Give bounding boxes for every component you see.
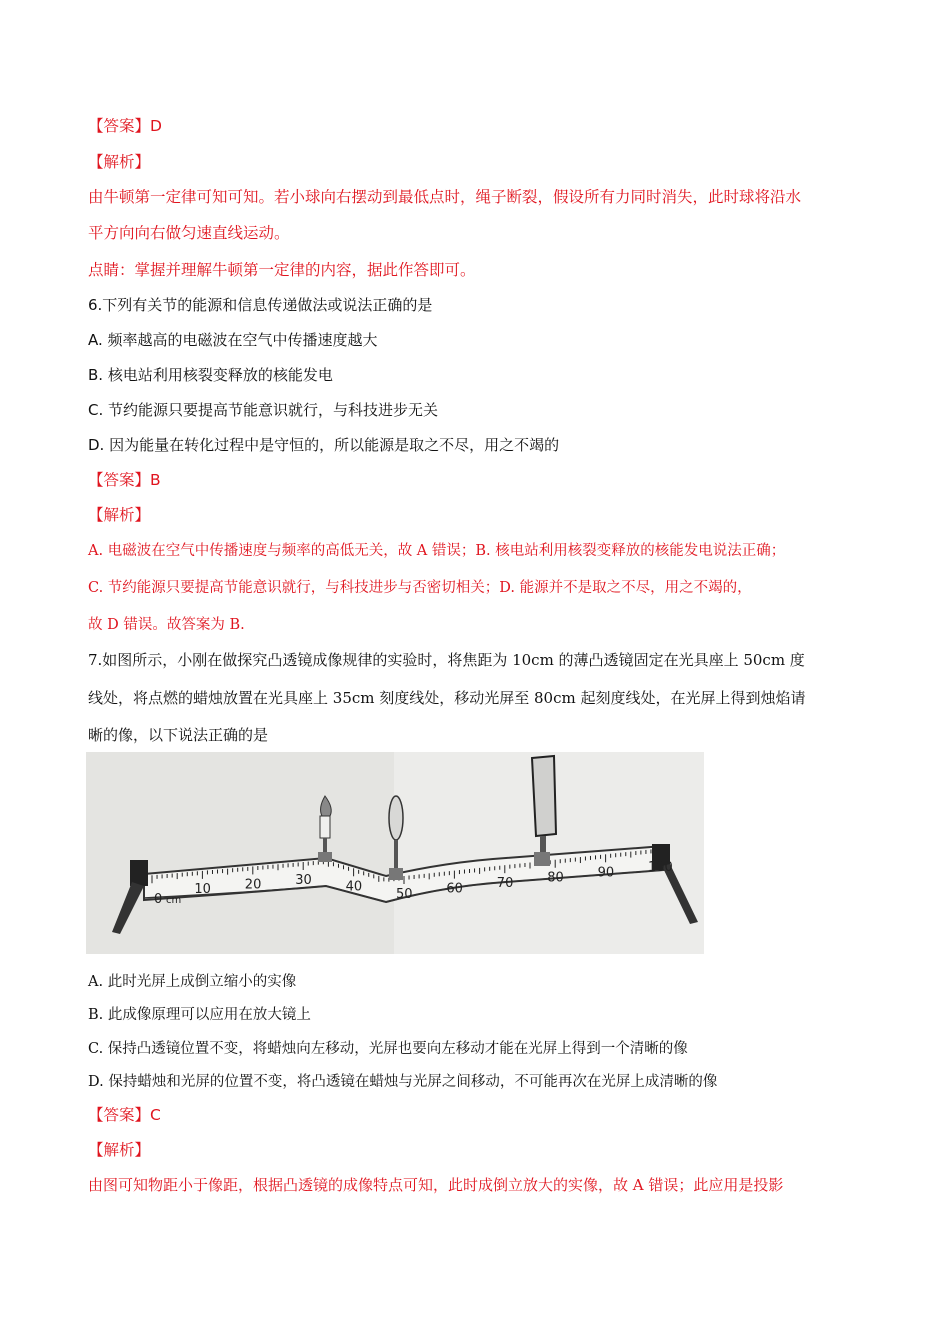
q7-option-d: D. 保持蜡烛和光屏的位置不变，将凸透镜在蜡烛与光屏之间移动，不可能再次在光屏上成清晰的像 [88,1074,718,1090]
answer-value: D [150,117,162,135]
q5-analysis-line: 平方向向右做匀速直线运动。 [88,224,290,242]
q7-option-a: A. 此时光屏上成倒立缩小的实像 [88,974,297,990]
ruler-tick-label: 10 [194,881,211,897]
q6-option-b: B. 核电站利用核裂变释放的核能发电 [88,366,333,384]
q6-analysis-tag: 【解析】 [88,506,151,524]
q5-tip: 点睛：掌握并理解牛顿第一定律的内容，据此作答即可。 [88,261,476,279]
q7-answer [88,1105,161,1125]
q6-answer [88,470,161,490]
answer-tag: 【答案】 [88,1106,151,1124]
ruler-tick-label: 80 [547,870,564,886]
ruler-tick-label: 30 [295,873,312,889]
q6-option-c: C. 节约能源只要提高节能意识就行，与科技进步无关 [88,401,439,419]
answer-tag: 【答案】 [88,471,151,489]
ruler-tick-label: 50 [396,887,413,903]
answer-tag: 【答案】 [88,117,151,135]
answer-value: C [150,1106,161,1124]
q6-option-d: D. 因为能量在转化过程中是守恒的，所以能源是取之不尽，用之不竭的 [88,436,560,454]
q7-option-b: B. 此成像原理可以应用在放大镜上 [88,1007,311,1023]
optical-bench-figure [86,752,704,954]
q7-analysis-line: 由图可知物距小于像距，根据凸透镜的成像特点可知，此时成倒立放大的实像，故 A 错误；此应用是投影 [88,1176,784,1194]
ruler-tick-label: 90 [597,865,615,881]
ruler-tick-label: 60 [446,881,463,897]
answer-value: B [150,471,161,489]
q6-option-a: A. 频率越高的电磁波在空气中传播速度越大 [88,331,378,349]
q6-analysis-line: C. 节约能源只要提高节能意识就行，与科技进步与否密切相关；D. 能源并不是取之不尽，用之不竭的， [88,580,752,596]
ruler-tick-label: 100 [648,859,673,875]
ruler-tick-label: 70 [496,876,514,892]
q5-analysis-line: 由牛顿第一定律可知可知。若小球向右摆动到最低点时，绳子断裂，假设所有力同时消失，此时球将沿水 [88,188,802,206]
q7-stem-line: 线处，将点燃的蜡烛放置在光具座上 35cm 刻度线处，移动光屏至 80cm 起刻度线处，在光屏上得到烛焰请 [88,689,806,707]
q6-analysis-line: 故 D 错误。故答案为 B. [88,617,245,633]
ruler-tick-label: 40 [345,879,363,895]
ruler-unit: cm [166,895,182,906]
q7-stem-line: 晰的像，以下说法正确的是 [88,726,269,744]
q6-analysis-line: A. 电磁波在空气中传播速度与频率的高低无关，故 A 错误；B. 核电站利用核裂变释放的核能发电说法正确； [88,543,786,559]
q6-stem: 6.下列有关节的能源和信息传递做法或说法正确的是 [88,296,433,314]
left-end-post [130,860,148,886]
q5-answer [88,116,162,136]
ruler-tick-label: 0 [154,892,163,907]
q7-option-c: C. 保持凸透镜位置不变，将蜡烛向左移动，光屏也要向左移动才能在光屏上得到一个清晰的像 [88,1041,688,1057]
q7-stem-line: 7.如图所示，小刚在做探究凸透镜成像规律的实验时，将焦距为 10cm 的薄凸透镜固定在光具座上 50cm 度 [88,651,805,669]
q5-analysis-tag: 【解析】 [88,153,151,171]
ruler-tick-label: 20 [244,877,262,893]
q7-analysis-tag: 【解析】 [88,1141,151,1159]
